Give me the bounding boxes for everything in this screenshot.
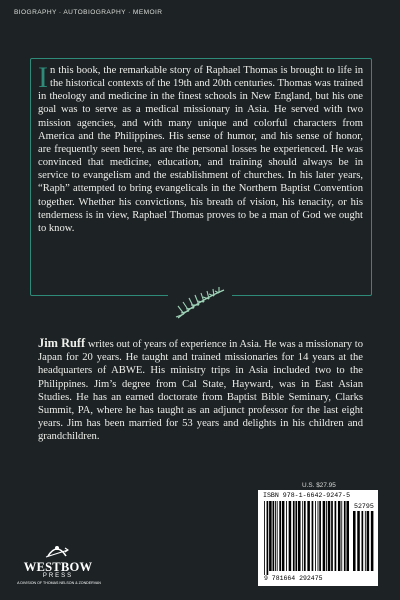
barcode-bar [269, 501, 272, 571]
barcode-bar [304, 501, 306, 571]
barcode-bar [326, 501, 327, 571]
publisher-name: WESTBOW [23, 560, 93, 574]
barcode-bar [273, 501, 275, 571]
author-name: Jim Ruff [38, 336, 86, 350]
barcode-bar [282, 501, 285, 571]
barcode-bar [338, 501, 341, 571]
palm-leaf-icon [168, 284, 232, 324]
barcode-bar [353, 511, 356, 571]
barcode-bar [289, 501, 292, 571]
book-blurb: In this book, the remarkable story of Raphael Thomas is brought to life in the historical contexts of the 19th and 20th centuries. Thomas was trained in theology and medicine in the finest schools in New England, but his one goal was to serve as a medical missionary in Asia. He served with two mission agencies, and with many unique and colorful characters from America and the Philippines. His sense of humor, and his sense of honor, are frequently seen here, as are the personal losses he experienced. He was convinced that medicine, education, and training should always be in service to evangelism and the establishment of churches. In his later years, “Raph” attempted to bring evangelicals in the Northern Baptist Convention together. Whether his convictions, his breath of vision, his tenacity, or his tenderness is in view, Raphael Thomas proves to be a man of God we ought to know. [38, 61, 363, 234]
barcode-bar [264, 501, 265, 575]
barcode-bar [267, 501, 269, 575]
barcode-box [258, 490, 378, 586]
barcode-bar [371, 511, 374, 571]
barcode-bar [346, 501, 349, 571]
publisher-press: PRESS [42, 573, 74, 579]
author-bio [38, 337, 363, 444]
barcode-bar [312, 501, 314, 571]
publisher-division: A DIVISION OF THOMAS NELSON & ZONDERVAN [17, 581, 101, 585]
barcode-bar [357, 511, 360, 571]
barcode-main-digits: 9 781664 292475 [264, 575, 323, 582]
ean-barcode [264, 501, 350, 575]
genre-label: BIOGRAPHY · AUTOBIOGRAPHY · MEMOIR [14, 9, 163, 16]
barcode-bar [295, 501, 297, 571]
publisher-logo [12, 540, 102, 592]
barcode-bar [344, 501, 346, 571]
barcode-bar [302, 501, 303, 571]
price: U.S. $27.95 [302, 482, 336, 489]
barcode-bar [365, 511, 366, 571]
barcode-bar [279, 501, 281, 571]
barcode-bar [293, 501, 295, 571]
barcode-bar [307, 501, 310, 571]
barcode-bar [331, 501, 333, 571]
barcode-bar [286, 501, 287, 571]
barcode-bar [318, 501, 319, 571]
barcode-bar [315, 501, 316, 571]
addon-barcode [353, 511, 375, 575]
barcode-bar [319, 501, 321, 571]
barcode-bar [362, 511, 364, 571]
barcode-bar [298, 501, 301, 571]
barcode-bar [335, 501, 337, 571]
author-bio-text: writes out of years of experience in Asia. He was a missionary to Japan for 20 years. He taught and trained missionaries for 14 years at the headquarters of ABWE. His ministry trips in Asia included two to the Philippines. Jim’s degree from Cal State, Hayward, was in East Asian Studies. He has an earned doctorate from Baptist Bible Seminary, Clarks Summit, PA, where he has taught as an adjunct professor for the last eight years. Jim has been married for 53 years and delights in his children and grandchildren. [38, 339, 363, 443]
barcode-bar [341, 501, 342, 571]
barcode-bar [277, 501, 278, 571]
barcode-addon-digits: 52795 [354, 503, 374, 510]
isbn-text: ISBN 978-1-6642-9247-5 [263, 492, 351, 499]
barcode-bar [367, 511, 370, 571]
barcode-bar [328, 501, 331, 571]
barcode-bar [323, 501, 326, 571]
barcode-bar [275, 501, 276, 571]
archer-icon [44, 540, 70, 560]
